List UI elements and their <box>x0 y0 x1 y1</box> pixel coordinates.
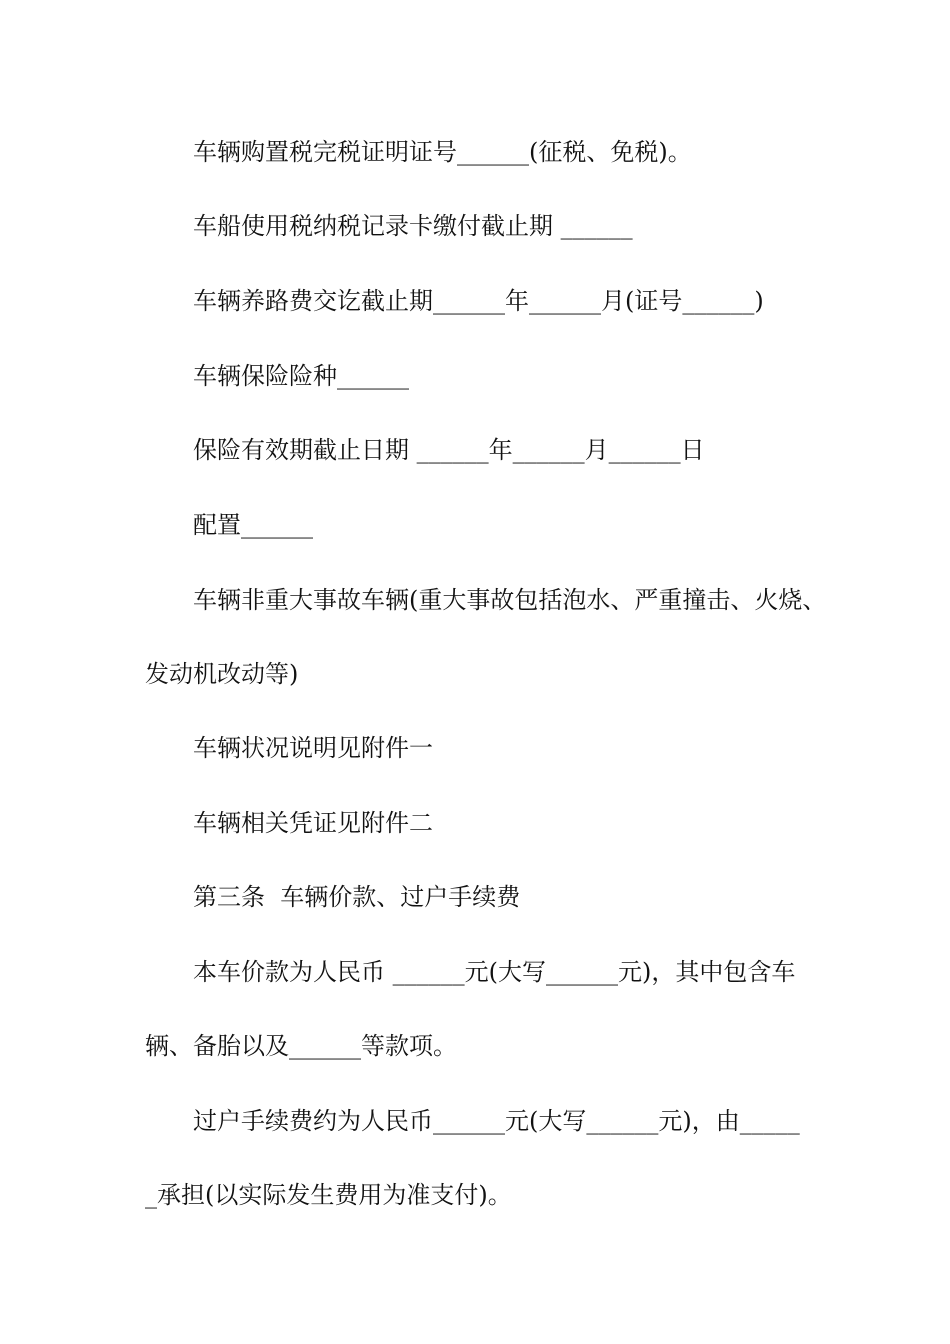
accident-line-continued: 发动机改动等) <box>145 660 299 688</box>
condition-attachment-line: 车辆状况说明见附件一 <box>193 734 433 762</box>
purchase-tax-line: 车辆购置税完税证明证号______(征税、免税)。 <box>193 138 692 166</box>
price-line: 本车价款为人民币 ______元(大写______元)，其中包含车 <box>193 958 796 986</box>
insurance-expiry-line: 保险有效期截止日期 ______年______月______日 <box>193 436 705 464</box>
configuration-line: 配置______ <box>193 511 313 539</box>
transfer-fee-line: 过户手续费约为人民币______元(大写______元)，由_____ <box>193 1107 800 1135</box>
price-line-continued: 辆、备胎以及______等款项。 <box>145 1032 457 1060</box>
documents-attachment-line: 车辆相关凭证见附件二 <box>193 809 433 837</box>
accident-line: 车辆非重大事故车辆(重大事故包括泡水、严重撞击、火烧、 <box>193 586 827 614</box>
vessel-tax-line: 车船使用税纳税记录卡缴付截止期 ______ <box>193 212 633 240</box>
road-fee-line: 车辆养路费交讫截止期______年______月(证号______) <box>193 287 764 315</box>
insurance-type-line: 车辆保险险种______ <box>193 362 409 390</box>
transfer-fee-line-continued: _承担(以实际发生费用为准支付)。 <box>145 1181 512 1209</box>
article-three-heading: 第三条 车辆价款、过户手续费 <box>193 883 521 911</box>
